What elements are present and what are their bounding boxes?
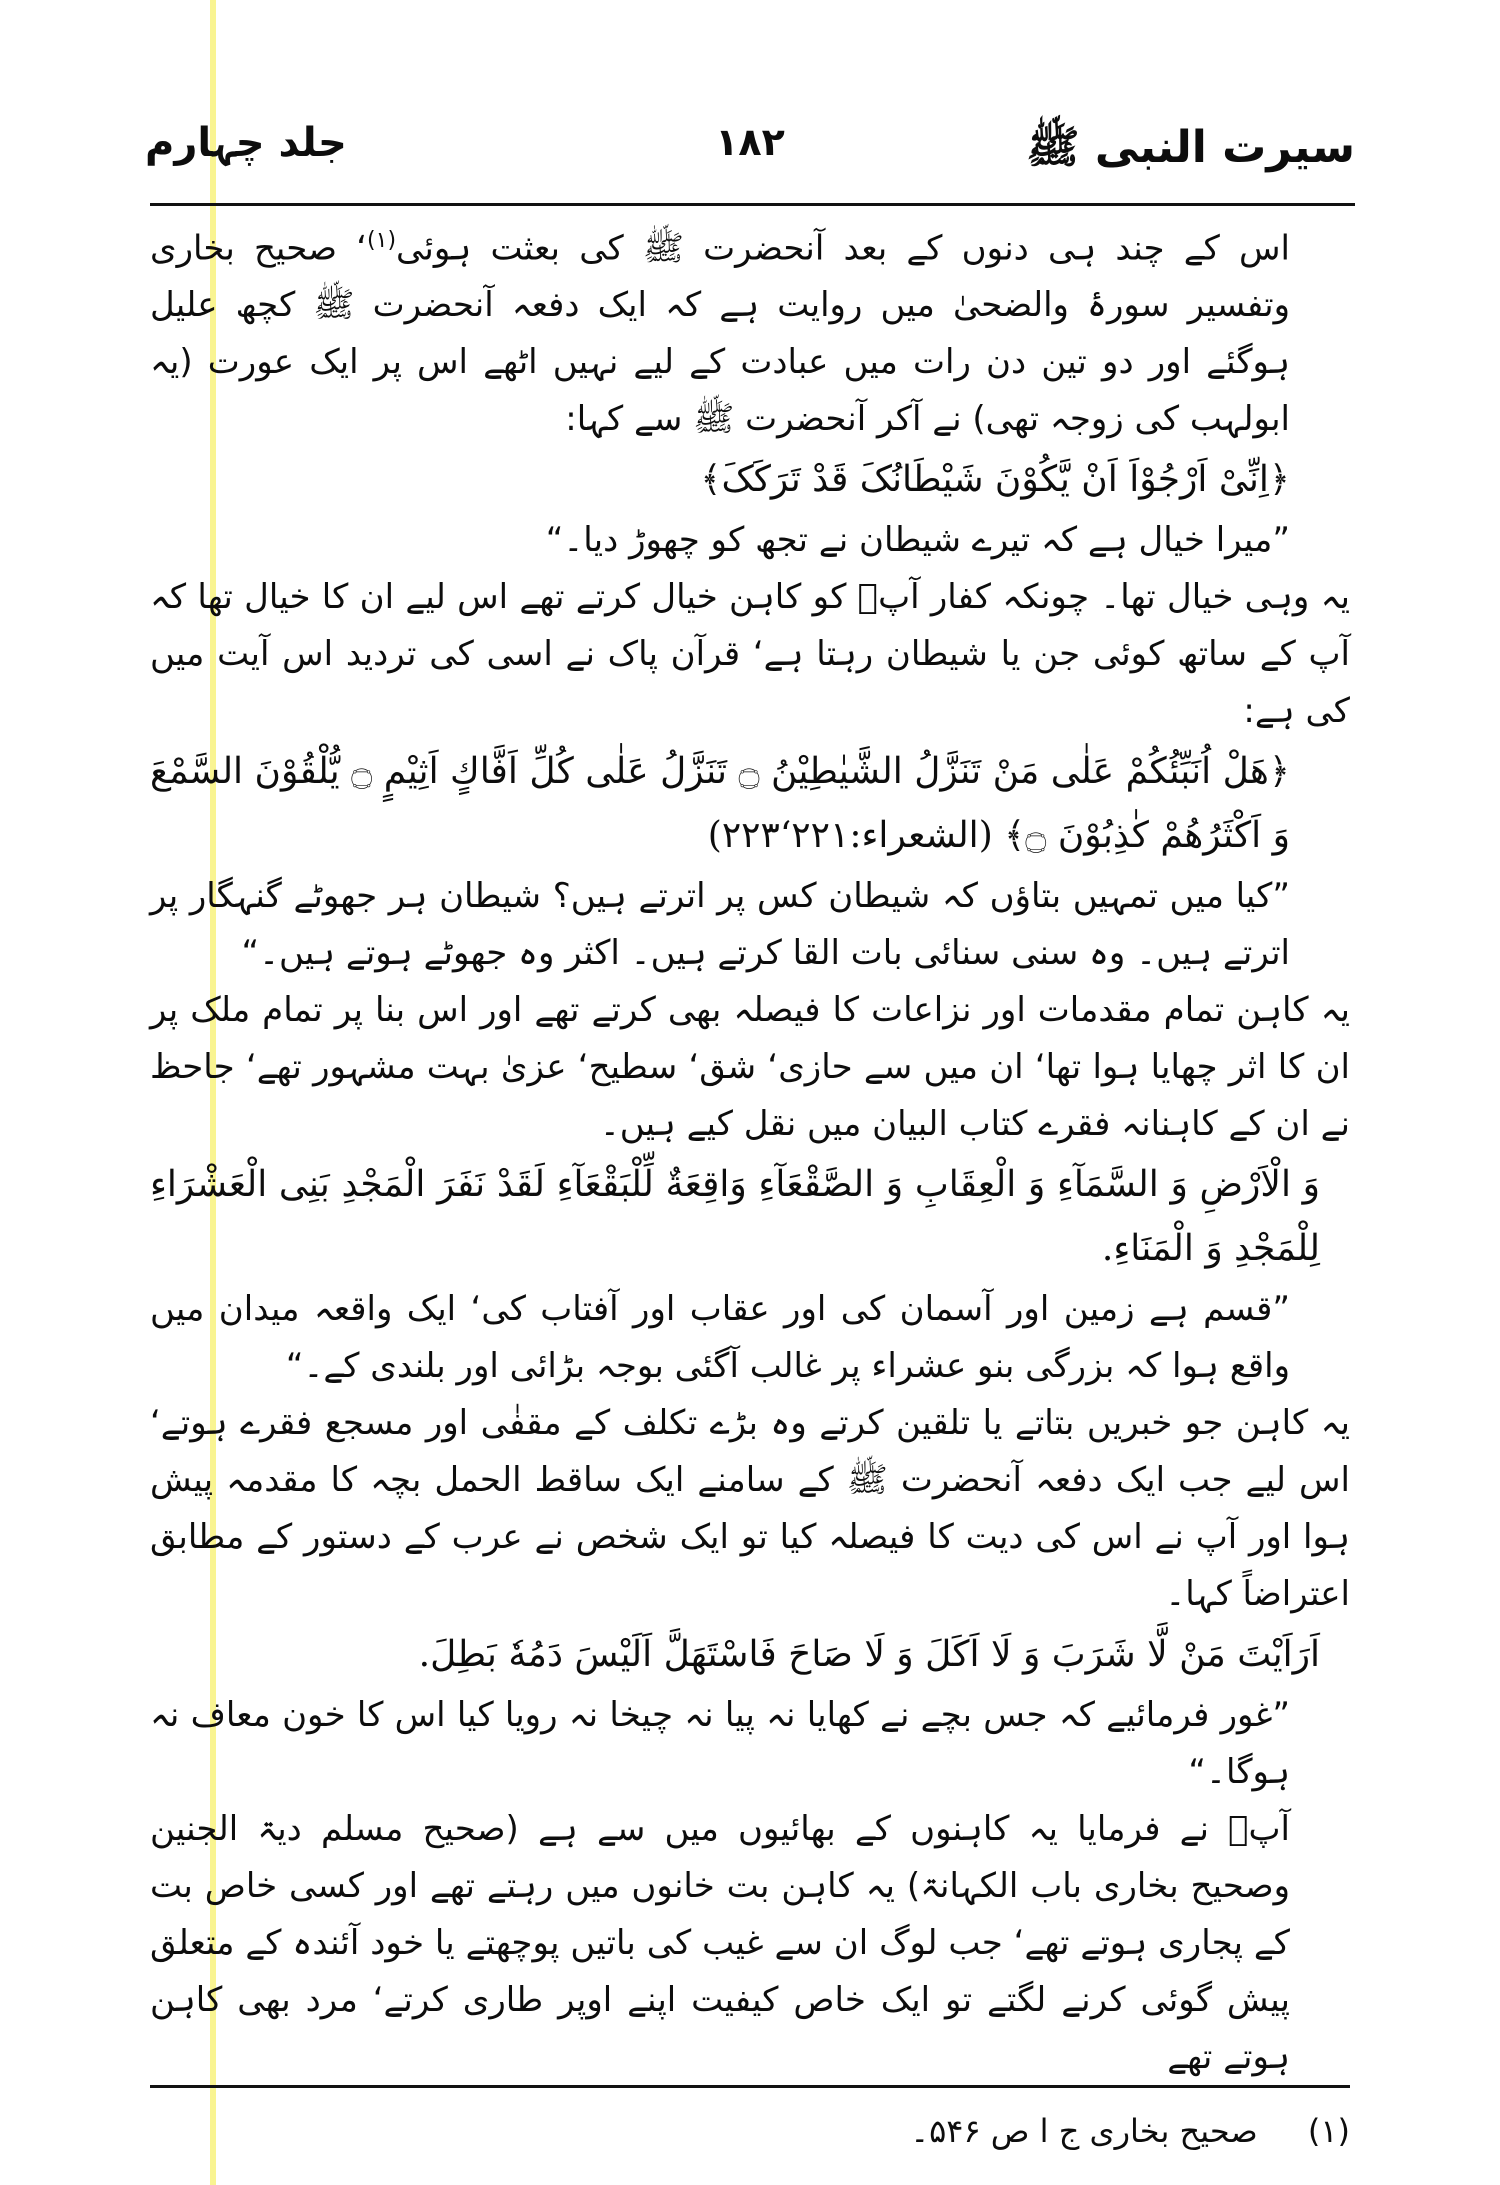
volume-label: جلد چہارم [145, 120, 347, 166]
arabic-quote: وَ الْاَرْضِ وَ السَّمَآءِ وَ الْعِقَابِ وَ الصَّقْعَآءِ وَاقِعَةٌ لِّلْبَقْعَآءِ لَقَدْ نَفَرَ الْمَجْدِ بَنِی الْعَشْرَاءِ لِلْمَجْدِ وَ الْمَنَاءِ. [150, 1164, 1320, 1270]
quran-verse: ﴿اِنِّیْ اَرْجُوْاَ اَنْ یَّکُوْنَ شَیْطَانُکَ قَدْ تَرَکَکَ﴾ [700, 459, 1290, 501]
paragraph-text: اس کے چند ہی دنوں کے بعد آنحضرت ﷺ کی بعثت ہوئی [396, 228, 1290, 269]
footnote [150, 2112, 1350, 2150]
paragraph: اس کے چند ہی دنوں کے بعد آنحضرت ﷺ کی بعثت ہوئی$^{(۱)}$‘ صحیح بخاری وتفسیر سورۂ والضحیٰ میں روایت ہے کہ ایک دفعہ آنحضرت ﷺ کچھ علیل ہوگئے اور دو تین دن رات میں عبادت کے لیے نہیں اٹھے اس پر ایک عورت (یہ ابولہب کی زوجہ تھی) نے آکر آنحضرت ﷺ سے کہا: [150, 228, 1290, 440]
translation: ”کیا میں تمہیں بتاؤں کہ شیطان کس پر اترتے ہیں؟ شیطان ہر جھوٹے گنہگار پر اترتے ہیں۔ وہ سنی سنائی بات القا کرتے ہیں۔ اکثر وہ جھوٹے ہوتے ہیں۔“ [150, 876, 1290, 974]
paragraph: یہ وہی خیال تھا۔ چونکہ کفار آپؐ کو کاہن خیال کرتے تھے اس لیے ان کا خیال تھا کہ آپ کے ساتھ کوئی جن یا شیطان رہتا ہے‘ قرآن پاک نے اسی کی تردید اس آیت میں کی ہے: [150, 577, 1350, 732]
footnote-text: صحیح بخاری ج ا ص ۵۴۶۔ [910, 2112, 1258, 2150]
translation: ”غور فرمائیے کہ جس بچے نے کھایا نہ پیا نہ چیخا نہ رویا کیا اس کا خون معاف نہ ہوگا۔“ [150, 1695, 1290, 1793]
header-rule [150, 203, 1355, 206]
paragraph: آپؐ نے فرمایا یہ کاہنوں کے بھائیوں میں سے ہے (صحیح مسلم دیۃ الجنین وصحیح بخاری باب الکہانۃ) یہ کاہن بت خانوں میں رہتے تھے اور کسی خاص بت کے پجاری ہوتے تھے‘ جب لوگ ان سے غیب کی باتیں پوچھتے یا خود آئندہ کے متعلق پیش گوئی کرنے لگتے تو ایک خاص کیفیت اپنے اوپر طاری کرتے‘ مرد بھی کاہن ہوتے تھے [150, 1809, 1290, 2078]
paragraph: یہ کاہن جو خبریں بتاتے یا تلقین کرتے وہ بڑے تکلف کے مقفٰی اور مسجع فقرے ہوتے‘ اس لیے جب ایک دفعہ آنحضرت ﷺ کے سامنے ایک ساقط الحمل بچہ کا مقدمہ پیش ہوا اور آپ نے اس کی دیت کا فیصلہ کیا تو ایک شخص نے عرب کے دستور کے مطابق اعتراضاً کہا۔ [150, 1403, 1350, 1615]
translation: ”میرا خیال ہے کہ تیرے شیطان نے تجھ کو چھوڑ دیا۔“ [545, 520, 1290, 561]
page-number: ۱۸۲ [715, 120, 785, 164]
footnote-ref: (۱) [367, 228, 397, 253]
translation: ”قسم ہے زمین اور آسمان کی اور عقاب اور آفتاب کی‘ ایک واقعہ میدان میں واقع ہوا کہ بزرگی بنو عشراء پر غالب آگئی بوجہ بڑائی اور بلندی کے۔“ [150, 1289, 1290, 1387]
footnote-number: (۱) [1307, 2112, 1350, 2150]
page-body [150, 212, 1350, 2086]
paragraph: یہ کاہن تمام مقدمات اور نزاعات کا فیصلہ بھی کرتے تھے اور اس بنا پر تمام ملک پر ان کا اثر چھایا ہوا تھا‘ ان میں سے حازی‘ شق‘ سطیح‘ عزیٰ بہت مشہور تھے‘ جاحظ نے ان کے کاہنانہ فقرے کتاب البیان میں نقل کیے ہیں۔ [150, 990, 1350, 1145]
quran-verse: ﴿هَلْ اُنَبِّئُكُمْ عَلٰى مَنْ تَنَزَّلُ الشَّيٰطِيْنُ ۝ تَنَزَّلُ عَلٰى كُلِّ اَفَّاكٍ اَثِيْمٍ ۝ يُّلْقُوْنَ السَّمْعَ وَ اَكْثَرُهُمْ كٰذِبُوْنَ ۝﴾ (الشعراء:۲۲۱‘۲۲۳) [150, 751, 1290, 857]
paragraph-text: صحیح بخاری وتفسیر سورۂ والضحیٰ میں روایت ہے کہ ایک دفعہ آنحضرت ﷺ کچھ علیل ہوگئے اور دو تین دن رات میں عبادت کے لیے نہیں اٹھے اس پر ایک عورت (یہ ابولہب کی زوجہ تھی) نے آکر آنحضرت ﷺ سے کہا: [150, 228, 1290, 440]
arabic-quote: اَرَاَيْتَ مَنْ لَّا شَرَبَ وَ لَا اَكَلَ وَ لَا صَاحَ فَاسْتَهَلَّ اَلَيْسَ دَمُهٗ بَطِلَ. [418, 1634, 1320, 1676]
footnote-rule [150, 2085, 1350, 2088]
page-header [145, 120, 1355, 206]
book-title: سیرت النبی ﷺ [1026, 122, 1355, 173]
